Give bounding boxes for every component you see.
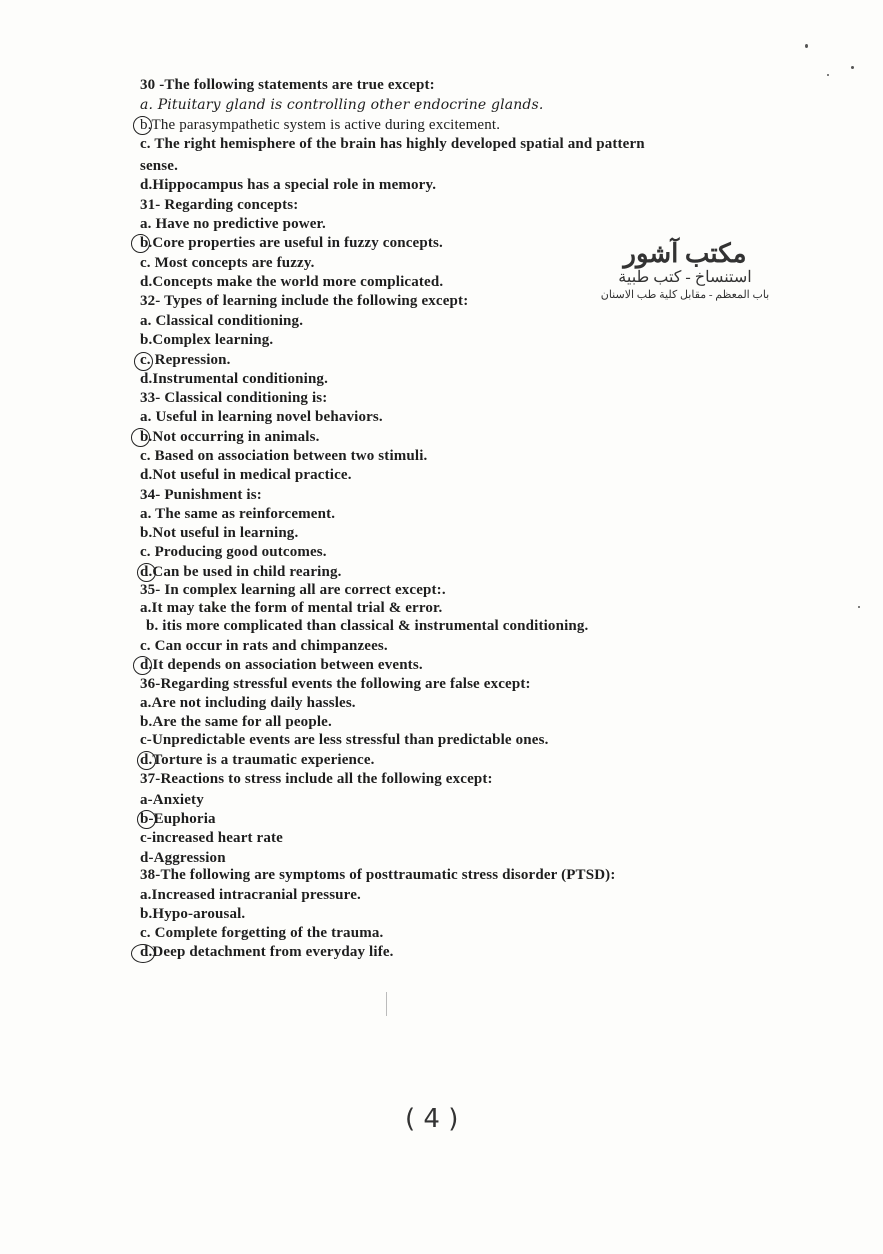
question-32-stem: 32- Types of learning include the following except: — [140, 293, 469, 309]
question-37-option-a: a-Anxiety — [140, 792, 204, 808]
scan-speck — [827, 74, 829, 76]
question-36-option-c: c-Unpredictable events are less stressful than predictable ones. — [140, 732, 549, 748]
scan-mark — [386, 992, 387, 1016]
question-32-option-c: c. Repression. — [140, 352, 231, 368]
question-31-option-a: a. Have no predictive power. — [140, 216, 326, 232]
answer-circle-37-b — [137, 810, 156, 829]
question-30-option-b: b.The parasympathetic system is active during excitement. — [140, 117, 501, 133]
question-31-option-b: b.Core properties are useful in fuzzy concepts. — [140, 235, 443, 251]
question-38-option-b: b.Hypo-arousal. — [140, 906, 246, 922]
question-35-option-a: a.It may take the form of mental trial & error. — [140, 600, 443, 616]
question-35-option-c: c. Can occur in rats and chimpanzees. — [140, 638, 388, 654]
question-30-option-a: a. Pituitary gland is controlling other endocrine glands. — [140, 97, 544, 113]
question-34-option-c: c. Producing good outcomes. — [140, 544, 327, 560]
scan-speck — [858, 606, 860, 608]
question-35-option-b: b. itis more complicated than classical & instrumental conditioning. — [146, 618, 589, 634]
question-37-option-c: c-increased heart rate — [140, 830, 283, 846]
question-32-option-b: b.Complex learning. — [140, 332, 274, 348]
question-31-option-c: c. Most concepts are fuzzy. — [140, 255, 315, 271]
question-38-option-a: a.Increased intracranial pressure. — [140, 887, 361, 903]
question-30-option-d: d.Hippocampus has a special role in memory. — [140, 177, 437, 193]
question-32-option-a: a. Classical conditioning. — [140, 313, 304, 329]
question-38-option-c: c. Complete forgetting of the trauma. — [140, 925, 384, 941]
question-34-option-d: d.Can be used in child rearing. — [140, 564, 342, 580]
question-36-option-d: d.Torture is a traumatic experience. — [140, 752, 375, 768]
answer-circle-34-d — [137, 563, 156, 582]
answer-circle-33-b — [131, 428, 150, 447]
question-30-option-c-cont: sense. — [140, 158, 178, 174]
question-33-option-a: a. Useful in learning novel behaviors. — [140, 409, 383, 425]
question-37-option-d: d-Aggression — [140, 850, 226, 866]
question-35-stem: 35- In complex learning all are correct except:. — [140, 582, 446, 598]
question-32-option-d: d.Instrumental conditioning. — [140, 371, 328, 387]
question-31-stem: 31- Regarding concepts: — [140, 197, 299, 213]
question-31-option-d: d.Concepts make the world more complicated. — [140, 274, 444, 290]
question-34-stem: 34- Punishment is: — [140, 487, 262, 503]
answer-circle-32-c — [134, 352, 153, 371]
question-33-stem: 33- Classical conditioning is: — [140, 390, 328, 406]
question-30-stem: 30 -The following statements are true except: — [140, 77, 435, 93]
question-36-option-b: b.Are the same for all people. — [140, 714, 332, 730]
question-37-stem: 37-Reactions to stress include all the following except: — [140, 771, 493, 787]
question-33-option-d: d.Not useful in medical practice. — [140, 467, 352, 483]
stamp-services: استنساخ - كتب طبية — [618, 269, 752, 286]
question-30-option-c: c. The right hemisphere of the brain has highly developed spatial and pattern — [140, 136, 645, 152]
question-33-option-c: c. Based on association between two stimuli. — [140, 448, 428, 464]
question-36-option-a: a.Are not including daily hassles. — [140, 695, 356, 711]
question-38-option-d: d.Deep detachment from everyday life. — [140, 944, 394, 960]
question-34-option-a: a. The same as reinforcement. — [140, 506, 336, 522]
question-35-option-d: d.It depends on association between events. — [140, 657, 423, 673]
answer-circle-31-b — [131, 234, 150, 253]
stamp-shop-name: مكتب آشور — [623, 239, 747, 268]
page-number: ( 4 ) — [405, 1104, 459, 1134]
stamp-address: باب المعظم - مقابل كلية طب الاسنان — [600, 289, 770, 301]
shop-stamp — [590, 240, 780, 302]
question-36-stem: 36-Regarding stressful events the following are false except: — [140, 676, 531, 692]
scan-speck — [805, 44, 808, 48]
question-38-stem: 38-The following are symptoms of posttraumatic stress disorder (PTSD): — [140, 867, 616, 883]
answer-circle-30-b — [133, 116, 152, 135]
question-37-option-b: b-Euphoria — [140, 811, 216, 827]
answer-circle-38-d — [131, 944, 155, 963]
question-34-option-b: b.Not useful in learning. — [140, 525, 299, 541]
answer-circle-36-d — [137, 751, 156, 770]
scan-speck — [851, 66, 854, 69]
question-33-option-b: b.Not occurring in animals. — [140, 429, 320, 445]
answer-circle-35-d — [133, 656, 152, 675]
